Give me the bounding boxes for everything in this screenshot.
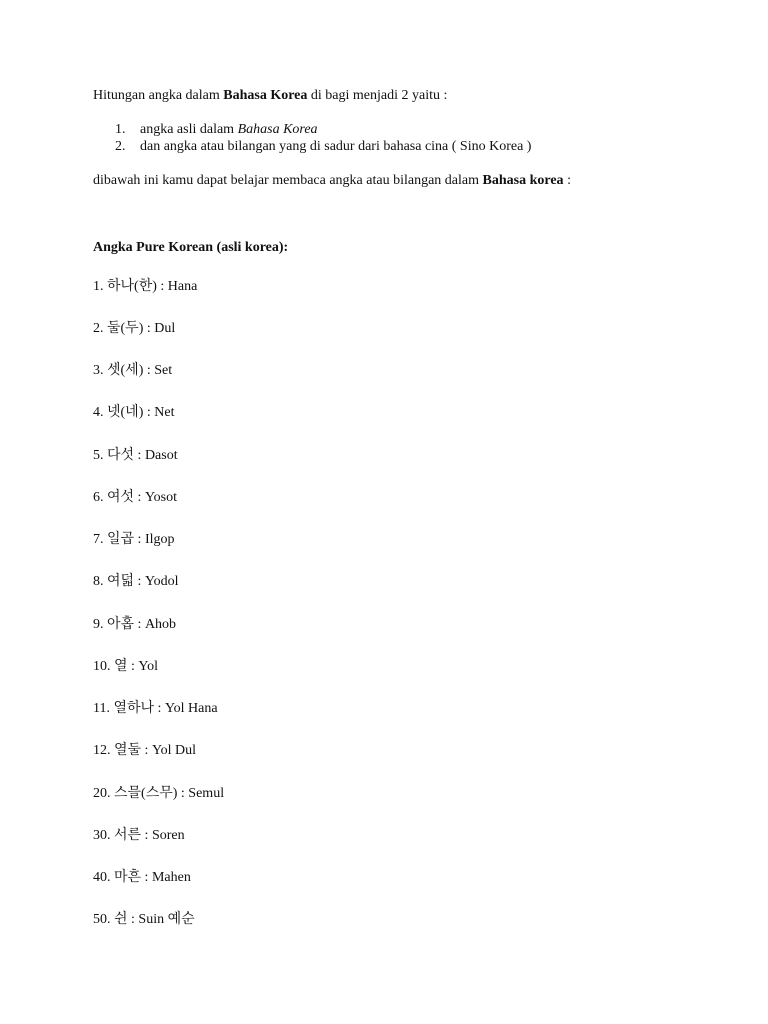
list-number: 1. bbox=[115, 122, 126, 137]
number-entry: 11. 열하나 : Yol Hana bbox=[93, 701, 218, 716]
number-entry: 12. 열둘 : Yol Dul bbox=[93, 743, 197, 758]
intro-text-before: Hitungan angka dalam bbox=[93, 88, 224, 103]
number-entry: 20. 스믈(스무) : Semul bbox=[93, 786, 225, 801]
subintro-paragraph bbox=[93, 172, 571, 190]
number-entry: 50. 쉰 : Suin 예순 bbox=[93, 912, 195, 927]
number-entry: 4. 넷(네) : Net bbox=[93, 405, 175, 420]
number-entry: 9. 아홉 : Ahob bbox=[93, 617, 177, 632]
types-list-item bbox=[115, 121, 318, 139]
intro-text-after: di bagi menjadi 2 yaitu : bbox=[307, 88, 448, 103]
section-heading: Angka Pure Korean (asli korea): bbox=[93, 240, 289, 255]
intro-bold-term: Bahasa Korea bbox=[223, 88, 308, 103]
number-entry: 1. 하나(한) : Hana bbox=[93, 279, 198, 294]
number-entry: 10. 열 : Yol bbox=[93, 659, 159, 674]
number-entry: 40. 마흔 : Mahen bbox=[93, 870, 191, 885]
intro-paragraph bbox=[93, 87, 447, 105]
number-entry: 6. 여섯 : Yosot bbox=[93, 490, 177, 505]
list-text: angka asli dalam bbox=[140, 122, 238, 137]
list-italic-term: Bahasa Korea bbox=[237, 122, 318, 137]
subintro-bold-term: Bahasa korea bbox=[482, 173, 564, 188]
subintro-text-after: : bbox=[563, 173, 571, 188]
number-entry: 3. 셋(세) : Set bbox=[93, 363, 173, 378]
number-entry: 7. 일곱 : Ilgop bbox=[93, 532, 175, 547]
number-entry: 5. 다섯 : Dasot bbox=[93, 448, 178, 463]
number-entry: 2. 둘(두) : Dul bbox=[93, 321, 176, 336]
types-list-item bbox=[115, 138, 531, 156]
number-entry: 8. 여덟 : Yodol bbox=[93, 574, 179, 589]
list-number: 2. bbox=[115, 139, 126, 154]
subintro-text-before: dibawah ini kamu dapat belajar membaca angka atau bilangan dalam bbox=[93, 173, 483, 188]
list-text: dan angka atau bilangan yang di sadur dari bahasa cina ( Sino Korea ) bbox=[140, 139, 532, 154]
number-entry: 30. 서른 : Soren bbox=[93, 828, 185, 843]
